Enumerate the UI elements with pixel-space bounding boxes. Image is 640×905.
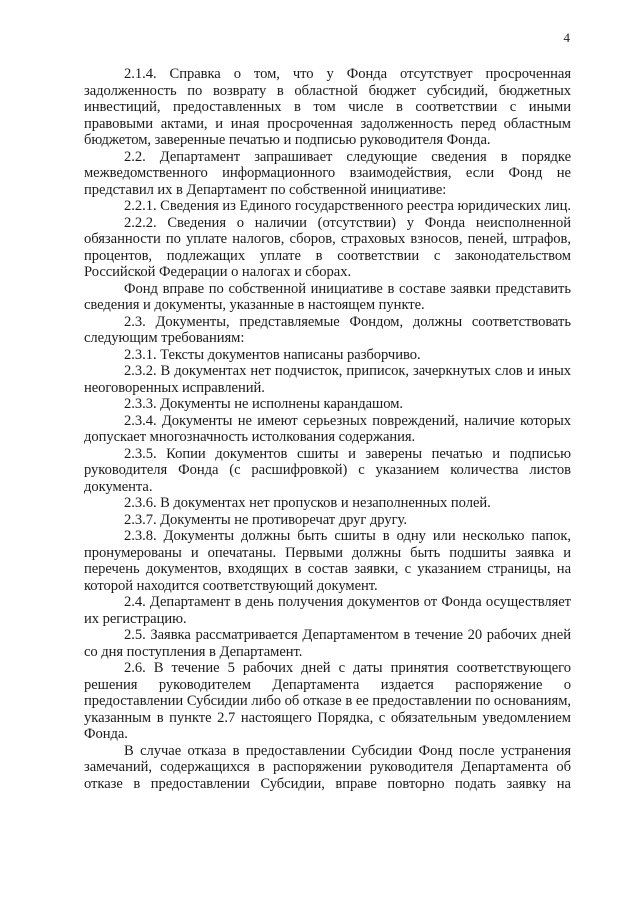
paragraph-2-3-6: 2.3.6. В документах нет пропусков и незаполненных полей. (124, 495, 491, 511)
paragraph-2-5: 2.5. Заявка рассматривается Департаментом в течение 20 рабочих дней со дня поступления в Департамент. (84, 627, 571, 660)
paragraph-2-1-4: 2.1.4. Справка о том, что у Фонда отсутствует просроченная задолженность по возврату в областной бюджет субсидий, бюджетных инвестиций, предоставленных в том числе в соответствии с иными правовыми актами, и иная просроченная задолженность перед областным бюджетом, заверенные печатью и подписью руководителя Фонда. (84, 66, 571, 148)
paragraph-fund-initiative: Фонд вправе по собственной инициативе в составе заявки представить сведения и документы, указанные в настоящем пункте. (84, 280, 571, 313)
paragraph-2-3-4: 2.3.4. Документы не имеют серьезных повреждений, наличие которых допускает многозначность истолкования содержания. (84, 412, 571, 445)
paragraph-2-4: 2.4. Департамент в день получения документов от Фонда осуществляет их регистрацию. (84, 594, 571, 627)
paragraph-2-3-1: 2.3.1. Тексты документов написаны разборчиво. (124, 346, 421, 363)
document-body (84, 66, 571, 792)
page-number: 4 (563, 30, 570, 45)
paragraph-2-3-5: 2.3.5. Копии документов сшиты и заверены печатью и подписью руководителя Фонда (с расшифровкой) с указанием количества листов документа. (84, 445, 571, 495)
paragraph-2-3-2: 2.3.2. В документах нет подчисток, приписок, зачеркнутых слов и иных неоговоренных исправлений. (84, 363, 571, 396)
paragraph-2-3: 2.3. Документы, представляемые Фондом, должны соответствовать следующим требованиям: (84, 313, 571, 346)
paragraph-2-3-7: 2.3.7. Документы не противоречат друг другу. (124, 511, 407, 528)
paragraph-2-6: 2.6. В течение 5 рабочих дней с даты принятия соответствующего решения руководителем Департамента издается распоряжение о предоставлении Субсидии либо об отказе в ее предоставлении по основаниям, указанным в пункте 2.7 настоящего Порядка, с обязательным уведомлением Фонда. (84, 660, 571, 742)
paragraph-2-2: 2.2. Департамент запрашивает следующие сведения в порядке межведомственного информационного взаимодействия, если Фонд не представил их в Департамент по собственной инициативе: (84, 148, 571, 198)
paragraph-refusal-case: В случае отказа в предоставлении Субсидии Фонд после устранения замечаний, содержащихся в распоряжении руководителя Департамента об отказе в предоставлении Субсидии, вправе повторно подать заявку на (84, 742, 571, 792)
paragraph-2-2-1: 2.2.1. Сведения из Единого государственного реестра юридических лиц. (124, 198, 571, 214)
paragraph-2-3-3: 2.3.3. Документы не исполнены карандашом. (124, 396, 403, 412)
paragraph-2-3-8: 2.3.8. Документы должны быть сшиты в одну или несколько папок, пронумерованы и опечатаны. Первыми должны быть подшиты заявка и перечень документов, входящих в состав заявки, с указанием страницы, на которой находится соответствующий документ. (84, 528, 571, 594)
paragraph-2-2-2: 2.2.2. Сведения о наличии (отсутствии) у Фонда неисполненной обязанности по уплате налогов, сборов, страховых взносов, пеней, штрафов, процентов, подлежащих уплате в соответствии с законодательством Российской Федерации о налогах и сборах. (84, 214, 571, 280)
